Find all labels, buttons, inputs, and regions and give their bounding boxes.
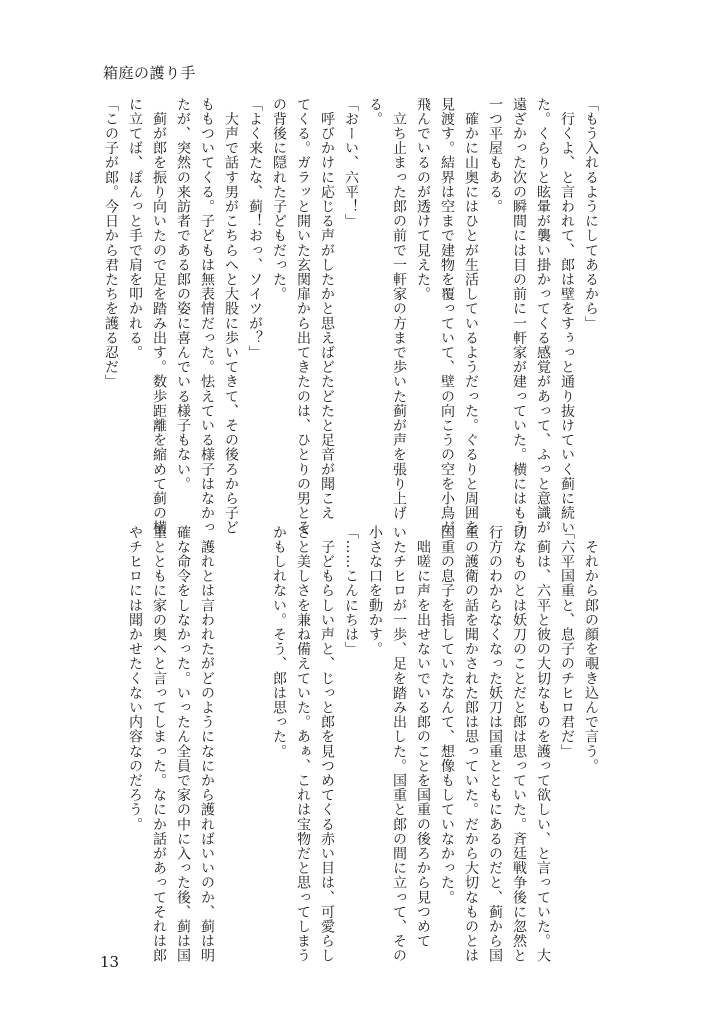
text-column: 一つ平屋もある。 [487, 97, 503, 214]
text-column: 「おーい、六平！」 [343, 97, 359, 229]
text-column: 見渡す。結界は空まで建物を覆っていて、壁の向こうの空を小鳥が [439, 97, 455, 535]
text-column: 「もう入れるようにしてあるから」 [583, 97, 599, 331]
text-column: 小さな口を動かす。 [367, 525, 383, 657]
text-column: たが、突然の来訪者である郎の姿に喜んでいる様子もない。 [175, 97, 191, 492]
text-column: 護れとは言われたがどのようになにから護ればいいのか、蓟は明 [199, 525, 215, 963]
text-column: の背後に隠れた子どもだった。 [271, 97, 287, 302]
text-column: 「この子が郎。今日から君たちを護る忍だ」 [103, 97, 119, 389]
text-column: 飛んでいるのが透けて見えた。 [415, 97, 431, 302]
text-column: それから郎の顔を覗き込んで言う。 [583, 525, 599, 774]
text-column: 蓟は、六平と彼の大切なものを護って欲しい、と言っていた。大 [535, 525, 551, 963]
page-number: 13 [100, 953, 120, 971]
text-column: 「よく来たな、蓟！おっ、ソイツが？」 [247, 97, 263, 360]
text-column: 行くよ、と言われて、郎は壁をすぅっと通り抜けていく蓟に続い [559, 97, 575, 535]
text-column: 重とともに家の奥へと言ってしまった。なにか話があってそれは郎 [151, 525, 167, 963]
text-column: 切なものとは妖刀のことだと郎は思っていた。斉廷戦争後に忽然と [511, 525, 527, 963]
text-column: さと美しさを兼ね備えていた。あぁ、これは宝物だと思ってしまう [295, 525, 311, 963]
text-column: 立ち止まった郎の前で一軒家の方まで歩いた蓟が声を張り上げ [391, 97, 407, 521]
text-column: 大声で話す男がこちらへと大股に歩いてきて、その後ろから子ど [223, 97, 239, 535]
text-column: てくる。ガラッと開いた玄関扉から出てきたのは、ひとりの男とそ [295, 97, 311, 535]
text-column: 確かに山奥にはひとが生活しているようだった。ぐるりと周囲を [463, 97, 479, 535]
running-header: 箱庭の護り手 [103, 64, 197, 82]
text-column: 「六平国重と、息子のチヒロ君だ」 [559, 525, 575, 759]
text-column: 行方のわからなくなった妖刀は国重とともにあるのだと、蓟から国 [487, 525, 503, 963]
text-column: 子どもらしい声と、じっと郎を見つめてくる赤い目は、可愛らし [319, 525, 335, 963]
text-column: 蓟が郎を振り向いたので足を踏み出す。数歩距離を縮めて蓟の横 [151, 97, 167, 535]
text-column: 遠ざかった次の瞬間には目の前に一軒家が建っていた。横にはもう [511, 97, 527, 535]
text-column: に立てば、ぽんっと手で肩を叩かれる。 [127, 97, 143, 360]
text-column: かもしれない。そう、郎は思った。 [271, 525, 287, 759]
text-column: やチヒロには聞かせたくない内容なのだろう。 [127, 525, 143, 832]
text-column: 国重の息子を指していたなんて、想像もしていなかった。 [439, 525, 455, 905]
text-column: 「……こんにちは」 [343, 525, 359, 657]
text-column: ももついてくる。子どもは無表情だった。怯えている様子はなかっ [199, 97, 215, 535]
text-column: た。くらりと眩暈が襲い掛かってくる感覚があって、ふっと意識が [535, 97, 551, 535]
text-column: 確な命令をしなかった。いったん全員で家の中に入った後、蓟は国 [175, 525, 191, 963]
text-column: 呼びかけに応じる声がしたかと思えばどたどたと足音が聞こえ [319, 97, 335, 521]
text-column: る。 [367, 97, 383, 127]
text-column: いたチヒロが一歩、足を踏み出した。国重と郎の間に立って、その [391, 525, 407, 963]
text-column: 咄嗟に声を出せないでいる郎のことを国重の後ろから見つめて [415, 525, 431, 949]
text-column: 重の護衛の話を聞かされた郎は思っていた。だから大切なものとは [463, 525, 479, 963]
